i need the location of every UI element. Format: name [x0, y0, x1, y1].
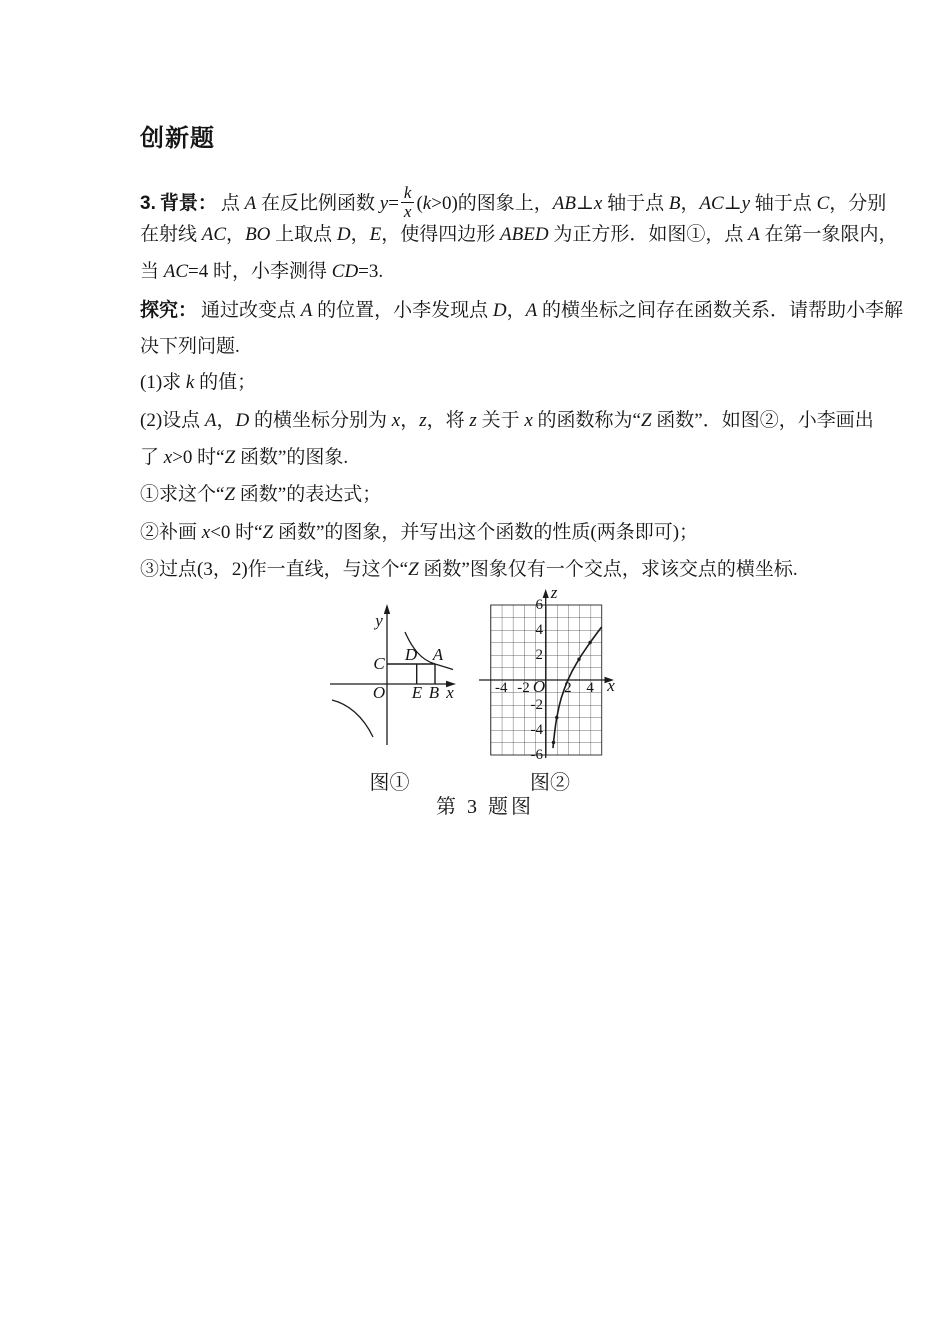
z-tick-4: 4	[535, 622, 543, 638]
z-tick-2: 2	[535, 647, 543, 663]
figure1-graph	[330, 598, 465, 763]
explore-label: 探究：	[140, 300, 198, 321]
x-tick-neg2: -2	[517, 680, 530, 696]
question-sub3: ③过点(3，2)作一直线，与这个“Z 函数”图象仅有一个交点，求该交点的横坐标.	[140, 559, 798, 580]
background-line1-seg2: (k>0)的图象上，AB⊥x 轴于点 B，AC⊥y 轴于点 C，分别	[416, 193, 887, 215]
figure2-caption: 图②	[530, 772, 570, 794]
explore-line1-text: 通过改变点 A 的位置，小李发现点 D，A 的横坐标之间存在函数关系．请帮助小李解	[201, 300, 904, 321]
figure1-x-axis-label: x	[446, 683, 454, 702]
background-line-1	[140, 183, 887, 224]
x-tick-neg4: -4	[495, 680, 508, 696]
figure1-point-A-label: A	[432, 645, 444, 664]
figure1-point-C-label: C	[373, 654, 385, 673]
figure1-y-axis-label: y	[375, 611, 383, 630]
fraction-k-over-x	[401, 184, 415, 222]
figure1-point-E-label: E	[411, 683, 423, 702]
figure2-origin-label: O	[532, 677, 546, 696]
question-sub1: ①求这个“Z 函数”的表达式；	[140, 484, 382, 505]
z-axis-arrow	[543, 589, 549, 598]
fraction-denominator: x	[401, 202, 415, 221]
question-part2-line-1: (2)设点 A，D 的横坐标分别为 x，z，将 z 关于 x 的函数称为“Z 函数”．如图②，小李画出	[140, 410, 874, 431]
figure1-point-D-label: D	[404, 645, 418, 664]
explore-line-1	[140, 299, 904, 322]
fraction-numerator: k	[403, 183, 412, 202]
figure2-z-axis-label: z	[550, 586, 558, 602]
background-label: 背景：	[159, 193, 217, 215]
question-part2-line-2: 了 x>0 时“Z 函数”的图象.	[140, 447, 349, 468]
figure2-svg	[478, 586, 618, 764]
figure1-point-B-label: B	[428, 683, 440, 702]
x-tick-4: 4	[586, 680, 594, 696]
figures-group-caption: 第 3 题图	[436, 796, 534, 818]
background-line-2: 在射线 AC，BO 上取点 D，E，使得四边形 ABED 为正方形．如图①，点 A 在第一象限内，	[140, 224, 898, 245]
figure2-x-axis-label: x	[607, 676, 615, 695]
question-sub2: ②补画 x<0 时“Z 函数”的图象，并写出这个函数的性质(两条即可)；	[140, 522, 699, 543]
z-tick-neg2: -2	[530, 697, 543, 713]
z-tick-neg4: -4	[530, 722, 543, 738]
z-tick-neg6: -6	[530, 747, 543, 763]
figure1-svg	[330, 598, 465, 763]
problem-number: 3.	[140, 193, 156, 215]
hyperbola-branch-q3	[332, 700, 373, 737]
figure1-caption: 图①	[369, 772, 410, 794]
figure1-square-segments	[387, 664, 435, 684]
section-title: 创新题	[140, 125, 215, 152]
explore-line-2: 决下列问题.	[140, 336, 240, 357]
y-axis-arrow	[384, 604, 390, 614]
figure1-origin-label: O	[372, 683, 386, 702]
background-line-3: 当 AC=4 时，小李测得 CD=3.	[140, 261, 384, 282]
question-part1: (1)求 k 的值；	[140, 372, 257, 393]
background-line1-seg1: 点 A 在反比例函数 y=	[220, 193, 399, 215]
x-tick-2: 2	[564, 680, 572, 696]
figure1-axes	[330, 604, 456, 745]
z-tick-6: 6	[535, 597, 543, 613]
figure2-graph	[478, 586, 618, 764]
